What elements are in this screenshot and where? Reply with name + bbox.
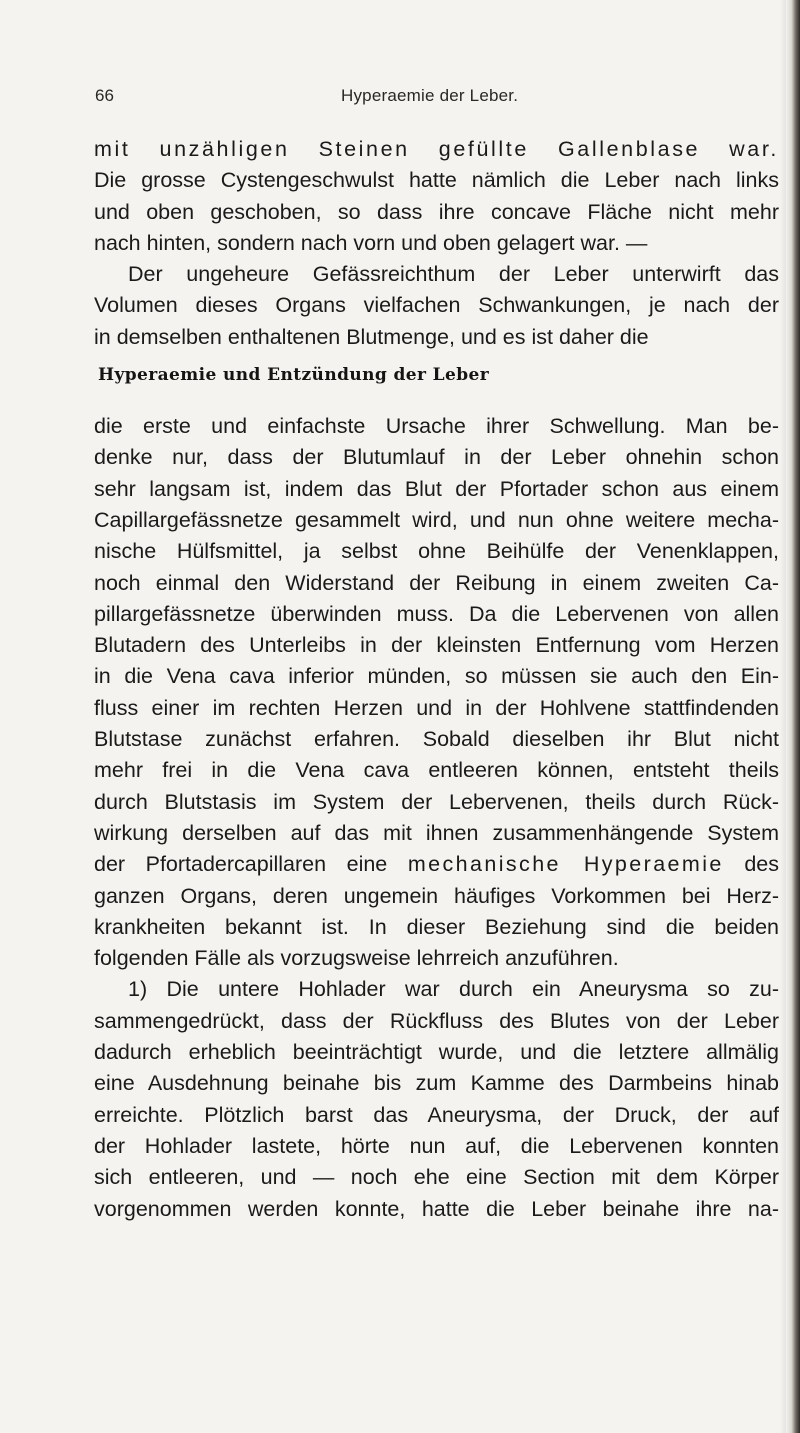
text-line: in die Vena cava inferior münden, so müssen sie auch den Ein- — [94, 664, 779, 689]
text-line: denke nur, dass der Blutumlauf in der Leber ohnehin schon — [94, 445, 779, 470]
text-line: der Hohlader lastete, hörte nun auf, die Lebervenen konnten — [94, 1133, 779, 1158]
page-number: 66 — [95, 86, 114, 105]
text-line: fluss einer im rechten Herzen und in der Hohlvene stattfindenden — [94, 695, 779, 720]
page-header — [95, 86, 785, 110]
text-line: in demselben enthaltenen Blutmenge, und es ist daher die — [94, 324, 649, 349]
text-line: nische Hülfsmittel, ja selbst ohne Beihülfe der Venenklappen, — [94, 539, 779, 564]
text-line: nach hinten, sondern nach vorn und oben gelagert war. — — [94, 230, 648, 255]
text-line: Der ungeheure Gefässreichthum der Leber unterwirft das — [128, 262, 779, 287]
text-line: mehr frei in die Vena cava entleeren können, entsteht theils — [94, 758, 779, 783]
text-line: noch einmal den Widerstand der Reibung in einem zweiten Ca- — [94, 570, 779, 595]
text-line: Capillargefässnetze gesammelt wird, und nun ohne weitere mecha- — [94, 507, 779, 532]
book-spine-edge — [786, 0, 800, 1433]
text-line: krankheiten bekannt ist. In dieser Beziehung sind die beiden — [94, 914, 779, 939]
text-line: Die grosse Cystengeschwulst hatte nämlich die Leber nach links — [94, 168, 779, 193]
text-line: die erste und einfachste Ursache ihrer Schwellung. Man be- — [94, 414, 779, 439]
text-line: sehr langsam ist, indem das Blut der Pfortader schon aus einem — [94, 476, 779, 501]
text-line: folgenden Fälle als vorzugsweise lehrreich anzuführen. — [94, 946, 619, 971]
text-line: ganzen Organs, deren ungemein häufiges Vorkommen bei Herz- — [94, 883, 779, 908]
text-line: eine Ausdehnung beinahe bis zum Kamme des Darmbeins hinab — [94, 1071, 779, 1096]
section-heading: Hyperaemie und Entzündung der Leber — [98, 365, 490, 386]
text-segment: des — [744, 852, 779, 877]
text-line: sich entleeren, und — noch ehe eine Section mit dem Körper — [94, 1165, 779, 1190]
running-title: Hyperaemie der Leber. — [341, 86, 519, 105]
text-line: 1) Die untere Hohlader war durch ein Aneurysma so zu- — [128, 977, 779, 1002]
text-line-mixed — [94, 849, 779, 880]
text-line: vorgenommen werden konnte, hatte die Leber beinahe ihre na- — [94, 1196, 779, 1221]
text-line: durch Blutstasis im System der Lebervenen, theils durch Rück- — [94, 789, 779, 814]
text-line: erreichte. Plötzlich barst das Aneurysma, der Druck, der auf — [94, 1102, 779, 1127]
text-line: und oben geschoben, so dass ihre concave Fläche nicht mehr — [94, 199, 779, 224]
text-line: Blutadern des Unterleibs in der kleinsten Entfernung vom Herzen — [94, 633, 779, 658]
text-line: dadurch erheblich beeinträchtigt wurde, und die letztere allmälig — [94, 1040, 779, 1065]
emphasized-term: mechanische Hyperaemie — [407, 852, 724, 877]
text-segment: der Pfortadercapillaren eine — [94, 852, 388, 877]
body-text — [94, 134, 779, 1225]
text-line: Blutstase zunächst erfahren. Sobald dieselben ihr Blut nicht — [94, 727, 779, 752]
text-line: Volumen dieses Organs vielfachen Schwankungen, je nach der — [94, 293, 779, 318]
text-line: wirkung derselben auf das mit ihnen zusammenhängende System — [94, 820, 779, 845]
text-line: pillargefässnetze überwinden muss. Da die Lebervenen von allen — [94, 601, 779, 626]
text-line: mit unzähligen Steinen gefüllte Gallenblase war. — [94, 137, 779, 161]
text-line: sammengedrückt, dass der Rückfluss des Blutes von der Leber — [94, 1008, 779, 1033]
